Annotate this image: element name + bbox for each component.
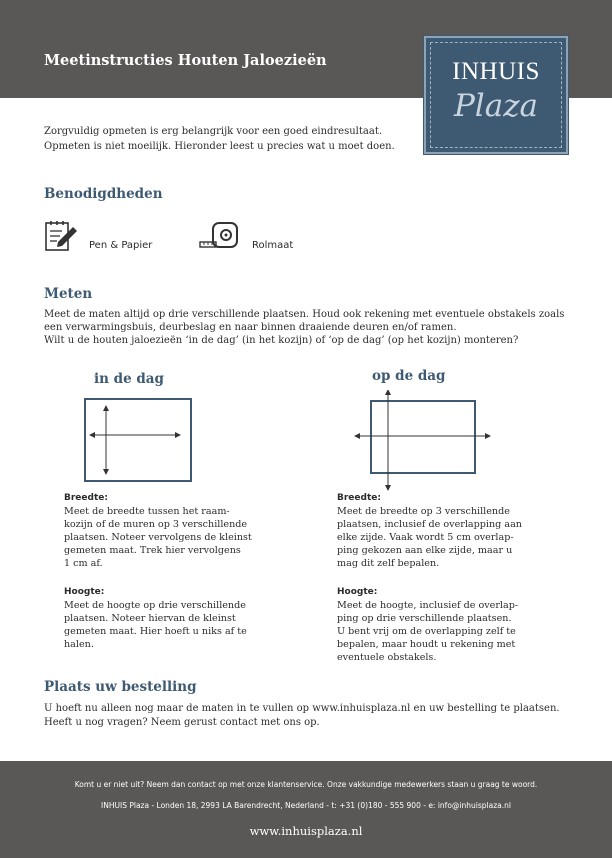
- tape-measure-icon: [199, 222, 241, 250]
- diagram-title-in-de-dag: in de dag: [94, 371, 164, 387]
- logo-wordmark-script: Plaza: [453, 88, 539, 124]
- pen-paper-icon: [44, 219, 78, 253]
- in-de-dag-breedte: [64, 492, 284, 570]
- diagram-title-op-de-dag: op de dag: [372, 368, 446, 384]
- hoogte-text: Meet de hoogte, inclusief de overlap- ping op drie verschillende plaatsen. U bent vrij om de overlapping zelf te bepalen, maar houdt u rekening met eventuele obstakels.: [337, 600, 519, 663]
- hoogte-label: Hoogte:: [337, 587, 378, 597]
- breedte-text: Meet de breedte tussen het raam- kozijn of de muren op 3 verschillende plaatsen. Noteer vervolgens de kleinst gemeten maat. Trek hier vervolgens 1 cm af.: [64, 506, 252, 569]
- breedte-label: Breedte:: [64, 493, 108, 503]
- diagram-op-de-dag: [354, 390, 492, 492]
- section-heading-benodigdheden: Benodigdheden: [44, 186, 163, 202]
- in-de-dag-hoogte: [64, 586, 284, 651]
- tool-label-pen-papier: Pen & Papier: [89, 240, 153, 251]
- footer-service-text: Komt u er niet uit? Neem dan contact op met onze klantenservice. Onze vakkundige medewerkers staan u graag te woord.: [74, 780, 538, 789]
- logo-wordmark-top: INHUIS: [452, 58, 540, 85]
- section-heading-meten: Meten: [44, 286, 93, 302]
- intro-text: Zorgvuldig opmeten is erg belangrijk voor een goed eindresultaat. Opmeten is niet moeilijk. Hieronder leest u precies wat u moet doen.: [44, 126, 395, 152]
- tool-label-rolmaat: Rolmaat: [252, 240, 294, 251]
- brand-logo: [424, 36, 568, 154]
- diagram-in-de-dag: [84, 398, 194, 484]
- page-title: Meetinstructies Houten Jaloezieën: [44, 52, 327, 69]
- footer-website-link[interactable]: www.inhuisplaza.nl: [249, 824, 363, 838]
- hoogte-label: Hoogte:: [64, 587, 105, 597]
- page-footer: [0, 761, 612, 858]
- op-de-dag-hoogte: [337, 586, 567, 664]
- plaats-text: U hoeft nu alleen nog maar de maten in te vullen op www.inhuisplaza.nl en uw bestelling te plaatsen. Heeft u nog vragen? Neem gerust contact met ons op.: [44, 703, 560, 728]
- footer-contact-details: INHUIS Plaza - Londen 18, 2993 LA Barendrecht, Nederland - t: +31 (0)180 - 555 900 - e: info@inhuisplaza.nl: [101, 801, 511, 810]
- op-de-dag-breedte: [337, 492, 567, 570]
- hoogte-text: Meet de hoogte op drie verschillende plaatsen. Noteer hiervan de kleinst gemeten maat. Hier hoeft u niks af te halen.: [64, 600, 247, 650]
- breedte-label: Breedte:: [337, 493, 381, 503]
- meten-instructions: Meet de maten altijd op drie verschillende plaatsen. Houd ook rekening met eventuele obstakels zoals een verwarmingsbuis, deurbeslag en naar binnen draaiende deuren en/of ramen. Wilt u de houten jaloezieën ‘in de dag’ (in het kozijn) of ‘op de dag’ (op het kozijn) monteren?: [44, 309, 565, 346]
- breedte-text: Meet de breedte op 3 verschillende plaatsen, inclusief de overlapping aan elke zijde. Vaak wordt 5 cm overlap- ping gekozen aan elke zijde, maar u mag dit zelf bepalen.: [337, 506, 522, 569]
- section-heading-plaats: Plaats uw bestelling: [44, 679, 197, 695]
